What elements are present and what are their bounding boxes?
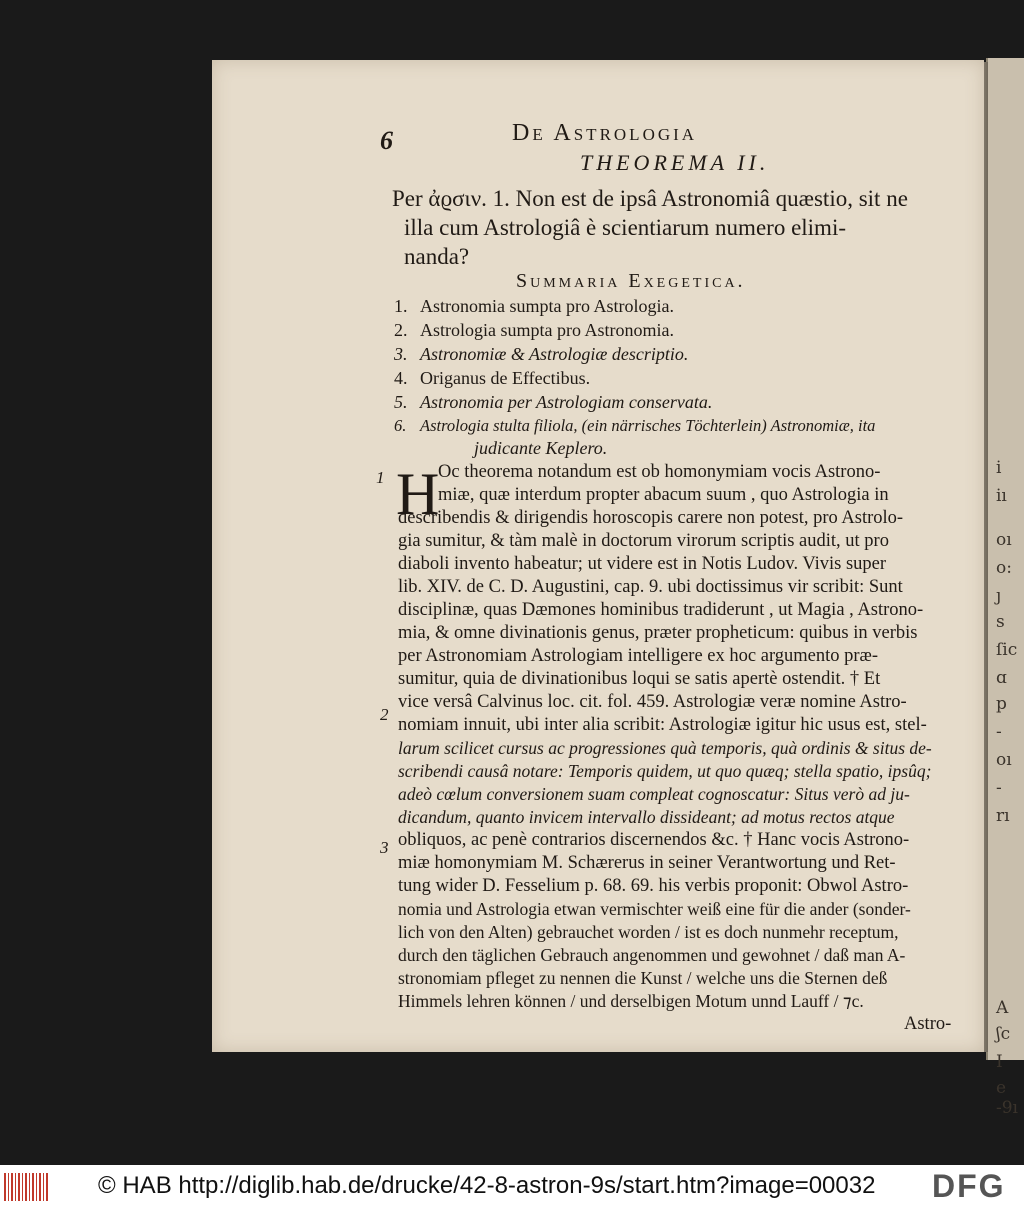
summaria-item-number: 5. [394, 392, 408, 412]
summaria-item-text: Astronomia sumpta pro Astrologia. [420, 296, 674, 316]
body-line: Himmels lehren können / und derselbigen Motum unnd Lauff / ⁊c. [398, 991, 864, 1011]
next-page-fragment: I [996, 1052, 1003, 1072]
next-page-fragment: o: [996, 558, 1012, 578]
summaria-item-number: 1. [394, 296, 408, 316]
body-line: lich von den Alten) gebrauchet worden / ist es doch nunmehr receptum, [398, 922, 899, 942]
next-page-fragment: A [996, 998, 1009, 1018]
body-line: miæ, quæ interdum propter abacum suum , quo Astrologia in [438, 485, 889, 505]
next-page-fragment: oı [996, 530, 1012, 550]
next-page-fragment: ʃc [996, 1024, 1011, 1044]
body-line: stronomiam pfleget zu nennen die Kunst / welche uns die Sternen deß [398, 968, 888, 988]
body-line: miæ homonymiam M. Schærerus in seiner Verantwortung und Ret- [398, 853, 896, 873]
next-page-fragment: i [996, 458, 1002, 478]
body-line: nomia und Astrologia etwan vermischter weiß eine für die ander (sonder- [398, 899, 911, 919]
running-head: De Astrologia [512, 120, 698, 146]
summaria-item-number: 6. [394, 416, 407, 435]
summaria-item-number: 4. [394, 368, 408, 388]
summaria-item-continuation: judicante Keplero. [474, 438, 608, 458]
summaria-item [394, 392, 712, 413]
body-line: diaboli invento habeatur; ut videre est in Notis Ludov. Vivis super [398, 554, 887, 574]
next-page-fragment: oı [996, 750, 1012, 770]
body-line: lib. XIV. de C. D. Augustini, cap. 9. ubi doctissimus vir scribit: Sunt [398, 577, 903, 597]
body-line: gia sumitur, & tàm malè in doctorum virorum scriptis audit, ut pro [398, 531, 889, 551]
catchword: Astro- [904, 1014, 952, 1034]
next-page-fragment: rı [996, 806, 1010, 826]
next-page-fragment: s [996, 612, 1005, 632]
source-url[interactable]: © HAB http://diglib.hab.de/drucke/42-8-astron-9s/start.htm?image=00032 [98, 1172, 876, 1199]
barcode-icon [4, 1173, 48, 1201]
next-page-fragment: ȷ [996, 586, 1002, 606]
next-page-fragment: -9ı [996, 1098, 1018, 1118]
summaria-item [394, 320, 674, 341]
body-line: durch den täglichen Gebrauch angenommen und gewohnet / daß man A- [398, 945, 906, 965]
summaria-item-number: 2. [394, 320, 408, 340]
summaria-item-text: Astronomia per Astrologiam conservata. [420, 392, 713, 412]
question-line: nanda? [404, 244, 470, 269]
summaria-title: Summaria Exegetica. [516, 270, 746, 292]
next-page-fragment: ɑ [996, 668, 1007, 688]
margin-number: 2 [380, 705, 389, 724]
body-line: sumitur, quia de divinationibus loqui se satis apertè ostendit. † Et [398, 669, 881, 689]
summaria-item [394, 416, 875, 436]
next-page-edge [986, 58, 1024, 1118]
next-page-fragment: ſic [996, 640, 1018, 660]
body-line: obliquos, ac penè contrarios discernendos &c. † Hanc vocis Astrono- [398, 830, 910, 850]
summaria-item [394, 296, 674, 317]
body-line: per Astronomiam Astrologiam intelligere ex hoc argumento præ- [398, 646, 879, 666]
question-line: illa cum Astrologiâ è scientiarum numero elimi- [404, 215, 846, 240]
summaria-item-text: Astronomiæ & Astrologiæ descriptio. [420, 344, 689, 364]
dfg-logo: DFG [932, 1168, 1006, 1204]
body-line: dicandum, quanto invicem intervallo dissideant; ad motus rectos atque [398, 807, 895, 827]
body-line: describendis & dirigendis horoscopis carere non potest, pro Astrolo- [398, 508, 904, 528]
next-page-fragment: e [996, 1078, 1007, 1098]
body-line: adeò cœlum conversionem suam compleat cognoscatur: Situs verò ad ju- [398, 784, 910, 804]
body-line: mia, & omne divinationis genus, præter propheticum: quibus in verbis [398, 623, 918, 643]
summaria-item [394, 344, 688, 365]
book-page [212, 60, 984, 1052]
body-line: Oc theorema notandum est ob homonymiam vocis Astrono- [438, 462, 881, 482]
summaria-item-text: Astrologia sumpta pro Astronomia. [420, 320, 674, 340]
drop-cap: H [396, 461, 440, 527]
summaria-item-text: Astrologia stulta filiola, (ein närrisches Töchterlein) Astronomiæ, ita [420, 416, 876, 435]
next-page-fragment: p [996, 694, 1007, 714]
theorem-title: THEOREMA II. [580, 150, 770, 175]
body-line: disciplinæ, quas Dæmones hominibus tradiderunt , ut Magia , Astrono- [398, 600, 924, 620]
next-page-fragment: iı [996, 486, 1007, 506]
summaria-item-number: 3. [394, 344, 408, 364]
viewer-footer [0, 1165, 1024, 1207]
body-line: scribendi causâ notare: Temporis quidem, ut quo quæq; stella spatio, ipsûq; [398, 761, 932, 781]
question-line: Per ἀϱσιν. 1. Non est de ipsâ Astronomiâ quæstio, sit ne [392, 186, 908, 211]
next-page-fragment: - [996, 722, 1002, 742]
body-line: larum scilicet cursus ac progressiones quà temporis, quà ordinis & situs de- [398, 738, 932, 758]
body-line: tung wider D. Fesselium p. 68. 69. his verbis proponit: Obwol Astro- [398, 876, 909, 896]
body-line: vice versâ Calvinus loc. cit. fol. 459. Astrologiæ veræ nomine Astro- [398, 692, 907, 712]
summaria-item-text: Origanus de Effectibus. [420, 368, 591, 388]
margin-number: 1 [376, 468, 385, 487]
next-page-fragment: - [996, 778, 1002, 798]
margin-number: 3 [380, 838, 389, 857]
body-line: nomiam innuit, ubi inter alia scribit: Astrologiæ igitur hic usus est, stel- [398, 715, 927, 735]
summaria-item [394, 368, 590, 389]
page-number: 6 [380, 126, 393, 155]
